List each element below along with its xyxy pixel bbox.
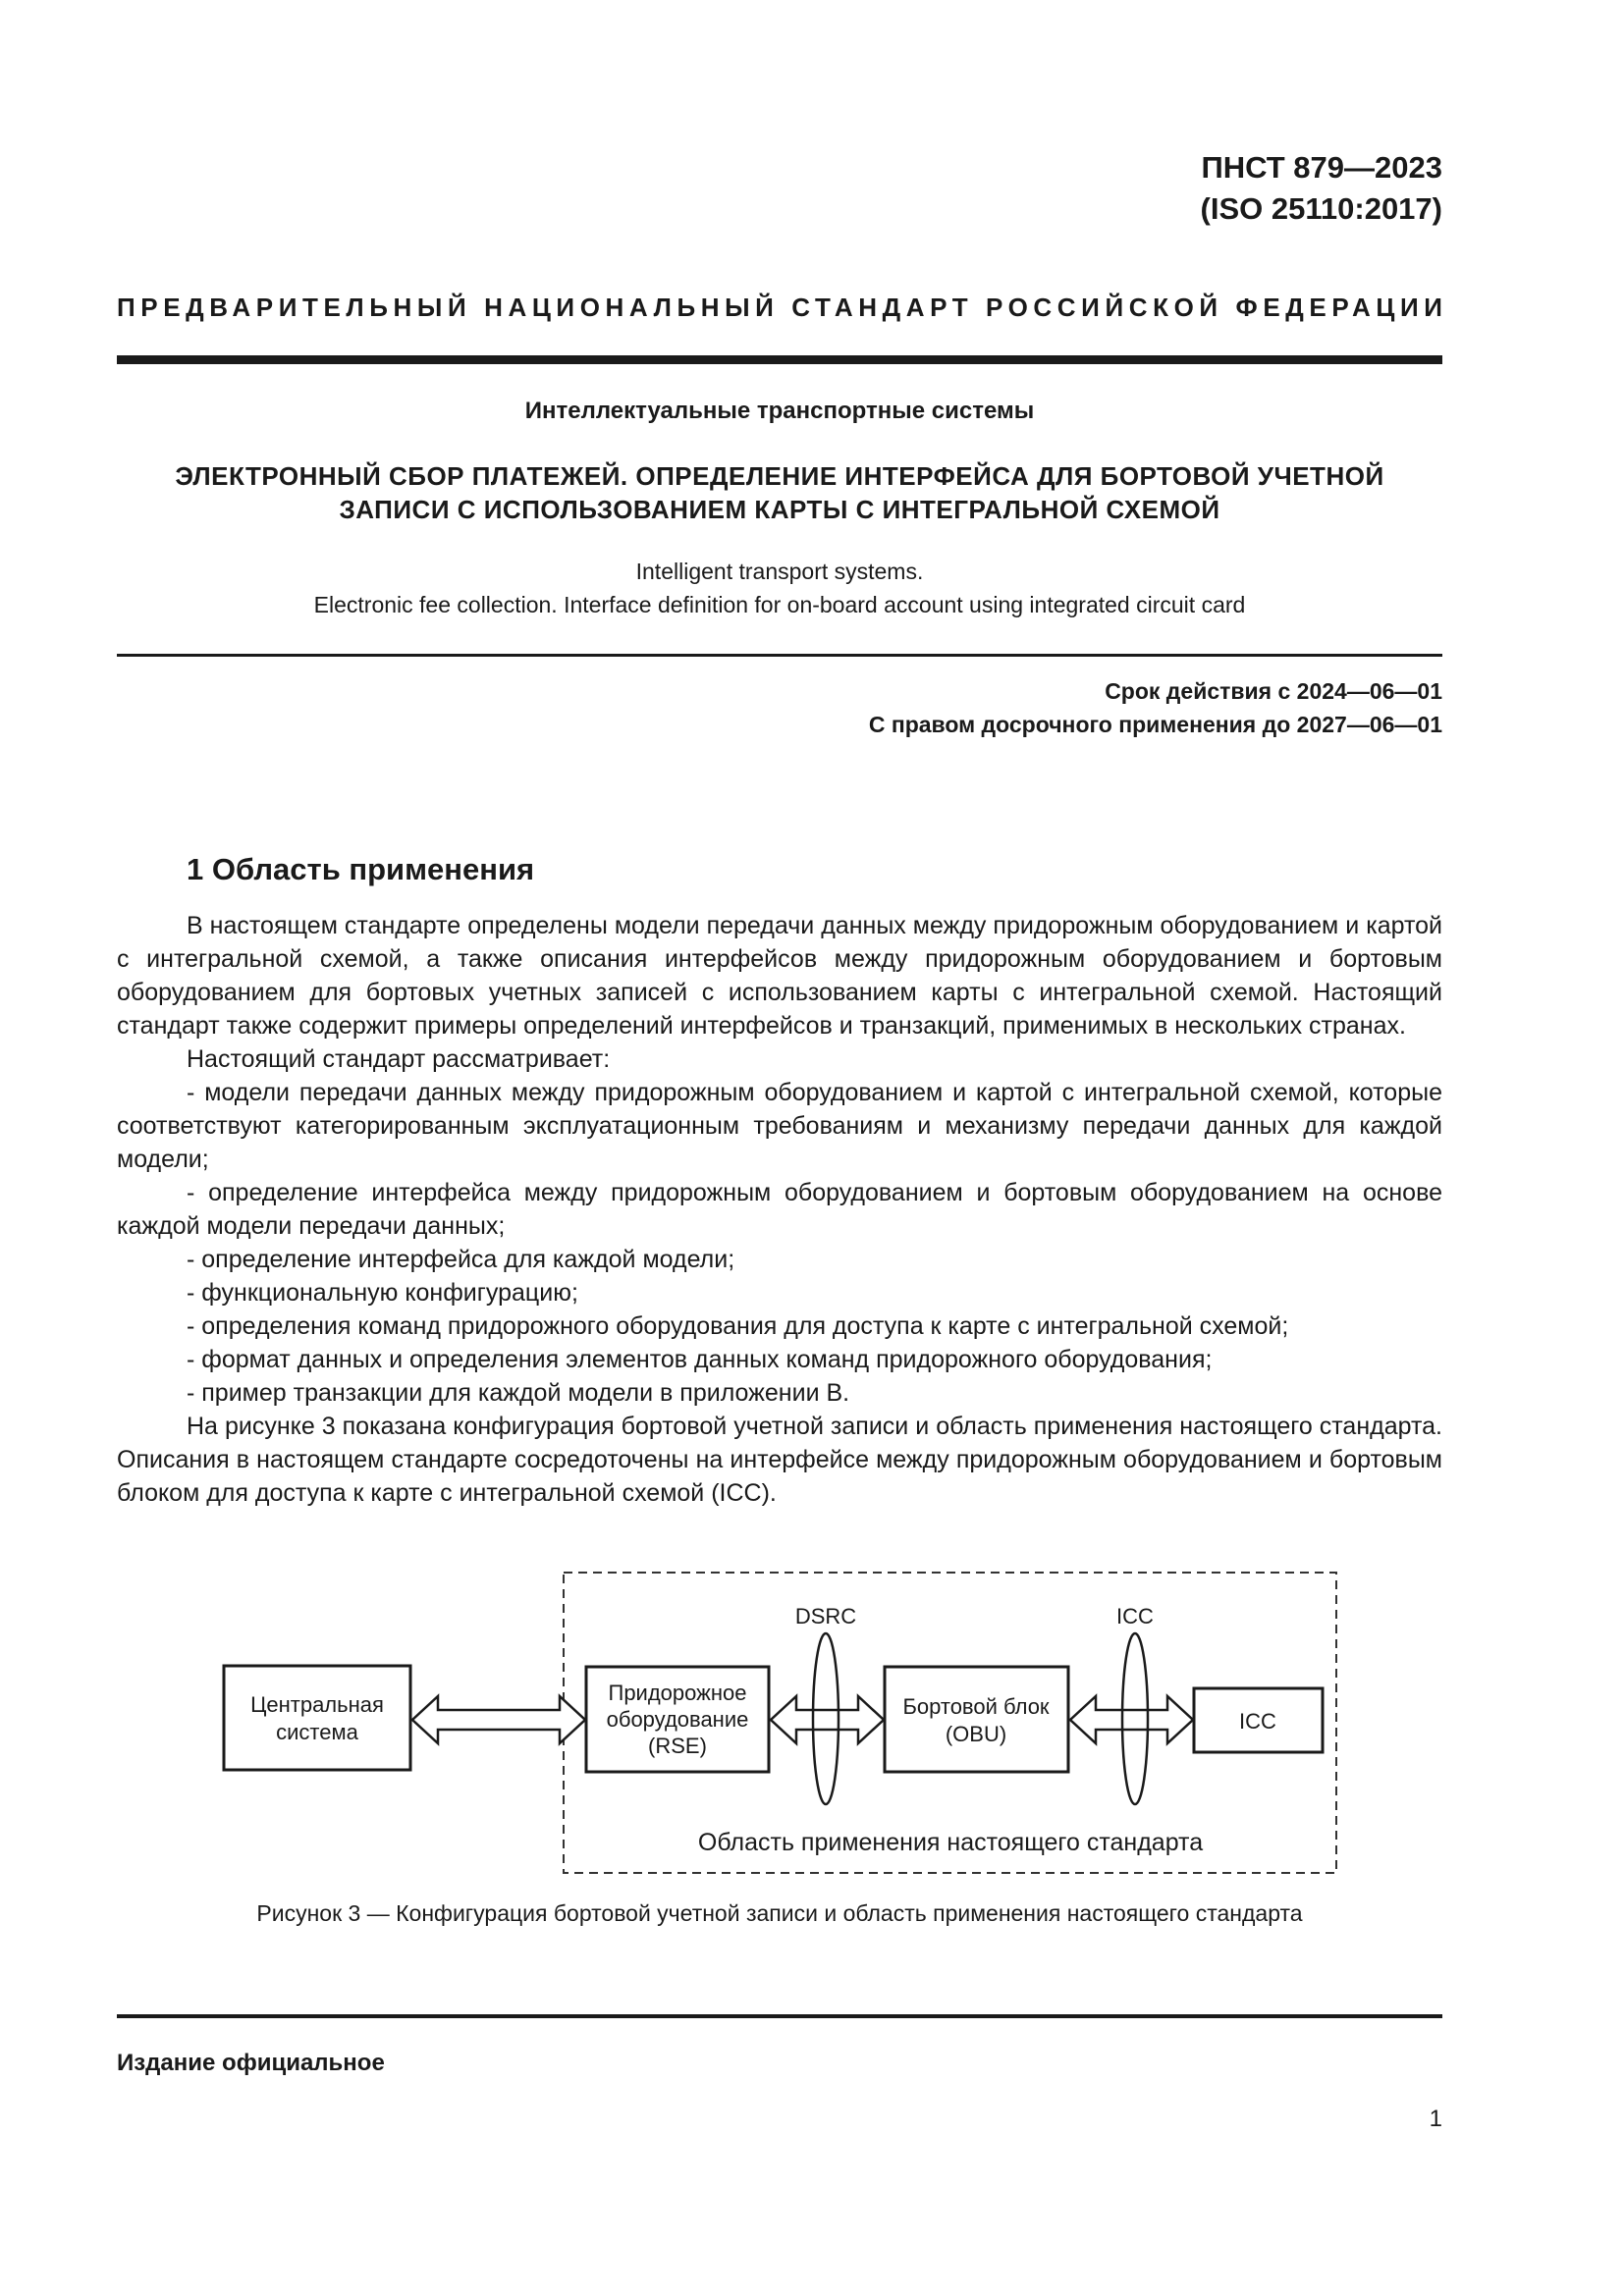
main-title-line-1: ЭЛЕКТРОННЫЙ СБОР ПЛАТЕЖЕЙ. ОПРЕДЕЛЕНИЕ ИНТЕРФЕЙСА ДЛЯ БОРТОВОЙ УЧЕТНОЙ bbox=[175, 461, 1384, 491]
document-subtitle: Интеллектуальные транспортные системы bbox=[524, 398, 1035, 424]
paragraph-intro: В настоящем стандарте определены модели передачи данных между придорожным оборудованием и картой с интегральной схемой, а также описания интерфейсов между придорожным оборудованием и бортовым оборудованием для бортовых учетных записей с использованием карты с интегральной схемой. Настоящий стандарт также содержит примеры определений интерфейсов и транзакций, применимых в нескольких странах. bbox=[117, 912, 1442, 1040]
list-item: - пример транзакции для каждой модели в приложении В. bbox=[187, 1379, 850, 1407]
central-system-label-1: Центральная bbox=[250, 1692, 384, 1717]
icc-box-label: ICC bbox=[1239, 1709, 1276, 1734]
effective-date: Срок действия с 2024—06—01 bbox=[1105, 678, 1442, 704]
iso-reference: (ISO 25110:2017) bbox=[1200, 191, 1442, 226]
arrow-central-rse bbox=[412, 1696, 585, 1743]
english-title-line-1: Intelligent transport systems. bbox=[635, 559, 924, 584]
footer-rule bbox=[117, 2014, 1442, 2018]
arrow-rse-obu bbox=[771, 1696, 884, 1743]
arrow-obu-icc bbox=[1070, 1696, 1193, 1743]
paragraph-scope-lead: Настоящий стандарт рассматривает: bbox=[187, 1045, 611, 1073]
obu-label-1: Бортовой блок bbox=[902, 1694, 1050, 1719]
list-item: - формат данных и определения элементов данных команд придорожного оборудования; bbox=[187, 1346, 1213, 1373]
early-use-date: С правом досрочного применения до 2027—06—01 bbox=[868, 712, 1442, 737]
main-title-line-2: ЗАПИСИ С ИСПОЛЬЗОВАНИЕМ КАРТЫ С ИНТЕГРАЛЬНОЙ СХЕМОЙ bbox=[339, 495, 1220, 524]
central-system-box bbox=[224, 1666, 410, 1770]
dsrc-label: DSRC bbox=[794, 1604, 857, 1629]
page-number: 1 bbox=[1429, 2106, 1442, 2132]
obu-label-2: (OBU) bbox=[945, 1722, 1007, 1746]
section-heading: 1 Область применения bbox=[187, 852, 535, 886]
list-item: - определения команд придорожного оборудования для доступа к карте с интегральной схемой; bbox=[187, 1312, 1289, 1340]
icc-interface-label: ICC bbox=[1116, 1604, 1154, 1629]
list-item: - функциональную конфигурацию; bbox=[187, 1279, 578, 1307]
list-item: - модели передачи данных между придорожным оборудованием и картой с интегральной схемой, которые соответствуют категорированным эксплуатационным требованиям и механизму передачи данных для каждой модели; bbox=[117, 1079, 1442, 1173]
list-item: - определение интерфейса для каждой модели; bbox=[187, 1246, 735, 1273]
scope-label: Область применения настоящего стандарта bbox=[697, 1829, 1204, 1856]
official-edition-label: Издание официальное bbox=[117, 2050, 385, 2076]
rse-label-3: (RSE) bbox=[648, 1734, 707, 1758]
national-standard-title: ПРЕДВАРИТЕЛЬНЫЙ НАЦИОНАЛЬНЫЙ СТАНДАРТ РОССИЙСКОЙ ФЕДЕРАЦИИ bbox=[117, 293, 1448, 322]
english-title-line-2: Electronic fee collection. Interface definition for on-board account using integrated circuit card bbox=[313, 592, 1246, 617]
rse-label-2: оборудование bbox=[606, 1707, 749, 1732]
rse-label-1: Придорожное bbox=[608, 1681, 747, 1705]
paragraph-figure-ref: На рисунке 3 показана конфигурация бортовой учетной записи и область применения настоящего стандарта. Описания в настоящем стандарте сосредоточены на интерфейсе между придорожным оборудованием и бортовым блоком для доступа к карте с интегральной схемой (ICC). bbox=[117, 1413, 1442, 1507]
figure-caption: Рисунок 3 — Конфигурация бортовой учетной записи и область применения настоящего стандарта bbox=[256, 1900, 1303, 1926]
list-item: - определение интерфейса между придорожным оборудованием и бортовым оборудованием на основе каждой модели передачи данных; bbox=[117, 1179, 1442, 1240]
standard-number: ПНСТ 879—2023 bbox=[1201, 150, 1442, 185]
obu-box bbox=[885, 1667, 1068, 1772]
central-system-label-2: система bbox=[276, 1720, 358, 1744]
